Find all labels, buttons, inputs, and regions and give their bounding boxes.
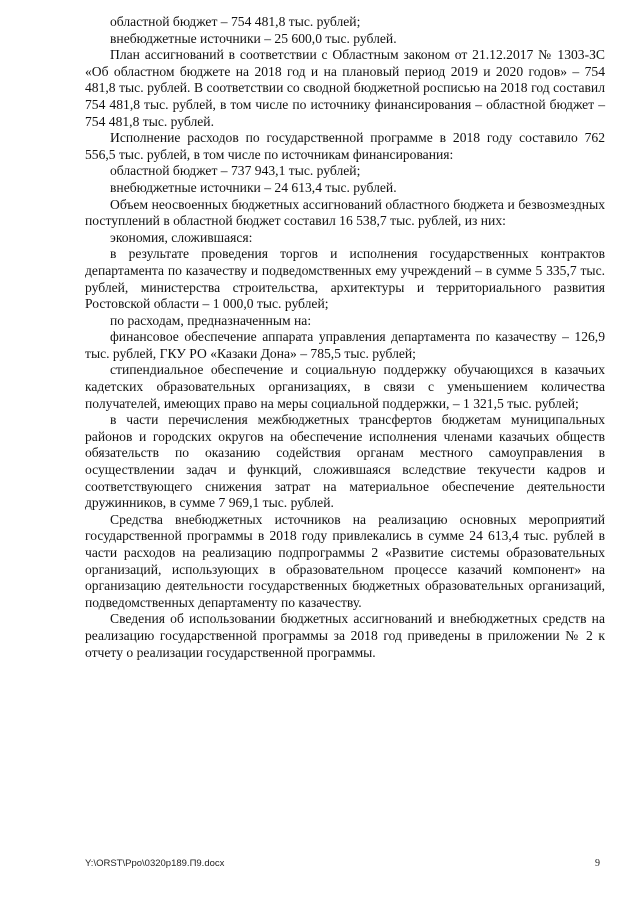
paragraph-savings: экономия, сложившаяся: xyxy=(110,229,253,245)
footer-page-number: 9 xyxy=(595,858,600,869)
footer-file-path: Y:\ORST\Ppo\0320p189.П9.docx xyxy=(85,858,225,869)
paragraph-execution-regional: областной бюджет – 737 943,1 тыс. рублей; xyxy=(110,163,361,179)
paragraph-unspent-volume: Объем неосвоенных бюджетных ассигнований областного бюджета и безвозмездных поступлений в областной бюджет составил 16 538,7 тыс. рублей, из них: xyxy=(85,196,605,229)
paragraph-tenders: в результате проведения торгов и исполнения государственных контрактов департамента по казачеству и подведомственных ему учреждений – в сумме 5 335,7 тыс. рублей, министерства строительства, архитектуры и территориального развития Ростовской области – 1 000,0 тыс. рублей; xyxy=(85,246,605,312)
paragraph-extrabudgetary-funds: Средства внебюджетных источников на реализацию основных мероприятий государственной программы в 2018 году привлекались в сумме 24 613,4 тыс. рублей в части расходов на реализацию подпрограммы 2 «Развитие системы образовательных организаций, использующих в образовательном процессе казачий компонент» на организацию деятельности государственных бюджетных образовательных организаций, подведомственных департаменту по казачеству. xyxy=(85,511,605,610)
paragraph-execution-extrabudgetary: внебюджетные источники – 24 613,4 тыс. рублей. xyxy=(110,179,397,195)
paragraph-allocation-plan: План ассигнований в соответствии с Областным законом от 21.12.2017 № 1303-ЗС «Об областном бюджете на 2018 год и на плановый период 2019 и 2020 годов» – 754 481,8 тыс. рублей. В соответствии со сводной бюджетной росписью на 2018 год составил 754 481,8 тыс. рублей, в том числе по источнику финансирования – областной бюджет – 754 481,8 тыс. рублей. xyxy=(85,47,605,129)
paragraph-expenses-intended: по расходам, предназначенным на: xyxy=(110,312,312,328)
paragraph-appendix-reference: Сведения об использовании бюджетных ассигнований и внебюджетных средств на реализацию государственной программы за 2018 год приведены в приложении № 2 к отчету о реализации государственной программы. xyxy=(85,611,605,660)
paragraph-execution: Исполнение расходов по государственной программе в 2018 году составило 762 556,5 тыс. рублей, в том числе по источникам финансирования: xyxy=(85,130,605,162)
paragraph-scholarship: стипендиальное обеспечение и социальную поддержку обучающихся в казачьих кадетских образовательных организациях, в связи с уменьшением количества получателей, имеющих право на меры социальной поддержки, – 1 321,5 тыс. рублей; xyxy=(85,362,605,411)
paragraph-financial-support: финансовое обеспечение аппарата управления департамента по казачеству – 126,9 тыс. рублей, ГКУ РО «Казаки Дона» – 785,5 тыс. рублей; xyxy=(85,329,605,361)
paragraph-extrabudgetary-sources: внебюджетные источники – 25 600,0 тыс. рублей. xyxy=(110,30,397,46)
document-body xyxy=(85,14,605,661)
paragraph-regional-budget: областной бюджет – 754 481,8 тыс. рублей; xyxy=(110,14,361,29)
paragraph-transfers: в части перечисления межбюджетных трансфертов бюджетам муниципальных районов и городских округов на обеспечение исполнения членами казачьих обществ обязательств по оказанию содействия органам местного самоуправления в осуществлении задач и функций, сложившаяся вследствие текучести кадров и соответствующего снижения затрат на материальное обеспечение деятельности дружинников, в сумме 7 969,1 тыс. рублей. xyxy=(85,412,605,511)
